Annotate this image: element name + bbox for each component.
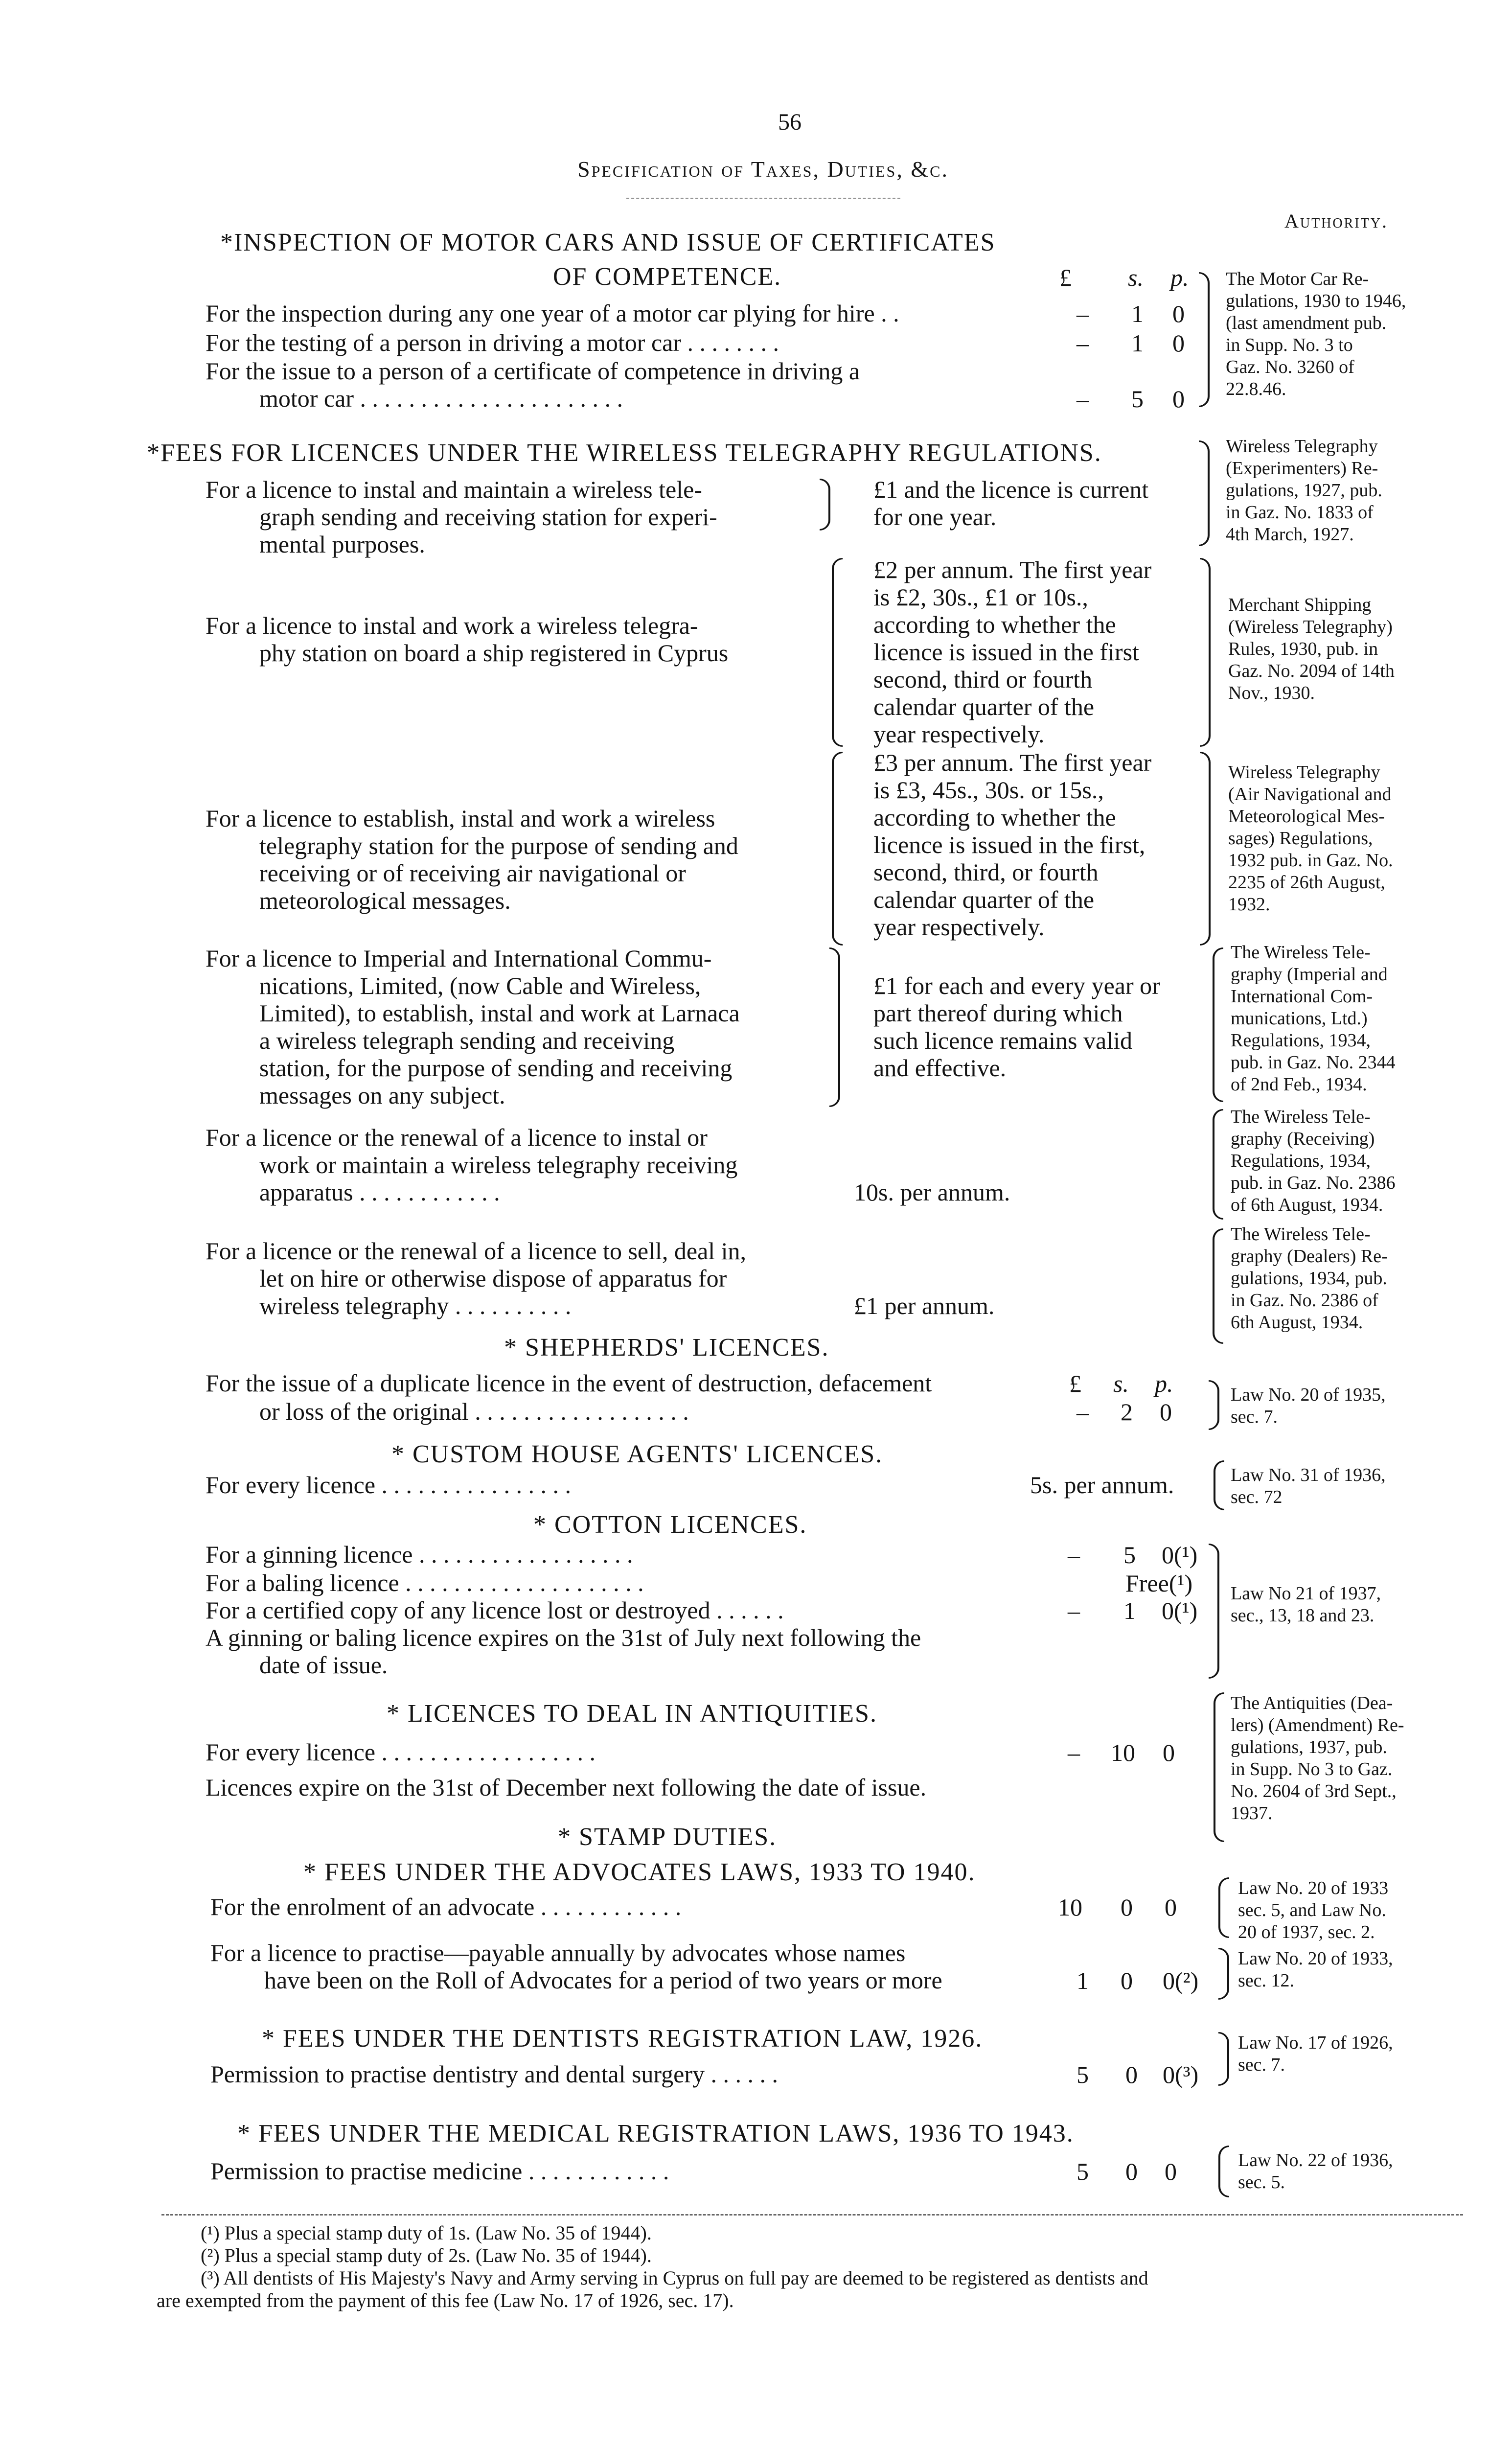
- motor-row-4-p: 0: [1172, 385, 1185, 413]
- motor-col-s: s.: [1128, 264, 1144, 291]
- cotton-row-3-s: 1: [1123, 1597, 1136, 1624]
- advocates-row-1-authority: Law No. 20 of 1933 sec. 5, and Law No. 20 of 1937, sec. 2.: [1238, 1878, 1389, 1942]
- cotton-row-1-l: –: [1068, 1541, 1080, 1569]
- wireless-item-2-fee-brace: [1200, 558, 1211, 747]
- cotton-heading: * COTTON LICENCES.: [533, 1511, 807, 1539]
- wireless-item-4-desc: For a licence to Imperial and International Commu- nications, Limited, (now Cable and Wireless, Limited), to establish, instal and work at Larnaca a wireless telegraph sending and receiving station, for the purpose of sending and receiving messages on any subject.: [206, 945, 740, 1109]
- wireless-item-3-authority: Wireless Telegraphy (Air Navigational and Meteorological Mes- sages) Regulations, 1932 pub. in Gaz. No. 2235 of 26th August, 1932.: [1228, 762, 1393, 915]
- shepherds-p: 0: [1160, 1398, 1172, 1426]
- wireless-item-4-fee: £1 for each and every year or part thereof during which such licence remains valid and effective.: [873, 972, 1160, 1082]
- motor-row-1-s: 1: [1131, 300, 1144, 327]
- medical-brace: [1218, 2146, 1229, 2197]
- cotton-row-3-p: 0(¹): [1162, 1597, 1198, 1624]
- cotton-brace: [1209, 1544, 1219, 1679]
- motor-brace: [1199, 272, 1210, 407]
- dentists-authority: Law No. 17 of 1926, sec. 7.: [1238, 2032, 1393, 2075]
- dentists-text: Permission to practise dentistry and dental surgery . . . . . .: [210, 2060, 778, 2088]
- wireless-item-2-authority: Merchant Shipping (Wireless Telegraphy) Rules, 1930, pub. in Gaz. No. 2094 of 14th Nov., 1930.: [1228, 595, 1395, 703]
- shepherds-col-s: s.: [1113, 1370, 1129, 1397]
- shepherds-l: –: [1077, 1398, 1089, 1426]
- antiquities-text: For every licence . . . . . . . . . . . . . . . . . .: [206, 1738, 596, 1766]
- wireless-item-6-authority: The Wireless Tele- graphy (Dealers) Re- gulations, 1934, pub. in Gaz. No. 2386 of 6th August, 1934.: [1231, 1224, 1388, 1333]
- antiquities-l: –: [1068, 1739, 1080, 1766]
- antiquities-authority: The Antiquities (Dea- lers) (Amendment) Re- gulations, 1937, pub. in Supp. No 3 to Gaz. No. 2604 of 3rd Sept., 1937.: [1231, 1693, 1404, 1824]
- advocates-row-2-p: 0(²): [1163, 1967, 1199, 1994]
- wireless-item-5-fee: 10s. per annum.: [854, 1178, 1010, 1206]
- dentists-p: 0(³): [1163, 2061, 1199, 2088]
- shepherds-line-1: For the issue of a duplicate licence in the event of destruction, defacement: [206, 1369, 932, 1397]
- motor-col-p: p.: [1170, 264, 1189, 291]
- motor-row-4: motor car . . . . . . . . . . . . . . . . . . . . . .: [259, 385, 623, 412]
- wireless-item-2-desc: For a licence to instal and work a wireless telegra- phy station on board a ship registered in Cyprus: [206, 612, 729, 667]
- wireless-item-4-auth-brace: [1213, 947, 1223, 1102]
- wireless-item-3-fee: £3 per annum. The first year is £3, 45s., 30s. or 15s., according to whether the licence is issued in the first, second, third, or fourth calendar quarter of the year respectively.: [873, 749, 1152, 941]
- footnote-rule: [161, 2214, 1463, 2216]
- shepherds-line-2: or loss of the original . . . . . . . . . . . . . . . . . .: [259, 1398, 689, 1425]
- motor-row-2: For the testing of a person in driving a motor car . . . . . . . .: [206, 329, 779, 356]
- antiquities-note: Licences expire on the 31st of December next following the date of issue.: [206, 1774, 927, 1801]
- wireless-item-3-brace: [832, 752, 843, 946]
- dentists-heading: * FEES UNDER THE DENTISTS REGISTRATION LAW, 1926.: [262, 2025, 983, 2053]
- wireless-item-3-desc: For a licence to establish, instal and work a wireless telegraphy station for the purpose of sending and receiving or of receiving air navigational or meteorological messages.: [206, 805, 738, 914]
- motor-col-l: £: [1059, 264, 1072, 291]
- motor-row-4-l: –: [1077, 385, 1089, 413]
- motor-row-4-s: 5: [1131, 385, 1144, 413]
- advocates-heading: * FEES UNDER THE ADVOCATES LAWS, 1933 TO 1940.: [303, 1858, 976, 1886]
- motor-row-2-l: –: [1077, 329, 1089, 357]
- advocates-row-1: For the enrolment of an advocate . . . . . . . . . . . .: [210, 1893, 682, 1920]
- dentists-brace: [1218, 2032, 1229, 2086]
- wireless-item-6-desc: For a licence or the renewal of a licence to sell, deal in, let on hire or otherwise dispose of apparatus for wireless telegraphy . . . . . . . . . .: [206, 1237, 747, 1319]
- advocates-row-2-s: 0: [1121, 1967, 1133, 1994]
- cotton-row-3: For a certified copy of any licence lost or destroyed . . . . . .: [206, 1596, 784, 1624]
- running-head: Specification of Taxes, Duties, &c.: [577, 157, 949, 182]
- antiquities-brace: [1214, 1692, 1224, 1842]
- cotton-row-2: For a baling licence . . . . . . . . . . . . . . . . . . . .: [206, 1569, 644, 1596]
- advocates-row-1-s: 0: [1121, 1893, 1133, 1921]
- wireless-item-5-desc: For a licence or the renewal of a licence to instal or work or maintain a wireless telegraphy receiving apparatus . . . . . . . . . . . .: [206, 1124, 738, 1206]
- cotton-row-2-s: Free(¹): [1125, 1570, 1193, 1597]
- footnote-2: (²) Plus a special stamp duty of 2s. (Law No. 35 of 1944).: [201, 2244, 652, 2266]
- cotton-row-1-s: 5: [1123, 1541, 1136, 1569]
- medical-authority: Law No. 22 of 1936, sec. 5.: [1238, 2150, 1393, 2193]
- wireless-item-4-authority: The Wireless Tele- graphy (Imperial and International Com- munications, Ltd.) Regulations, 1934, pub. in Gaz. No. 2344 of 2nd Feb., 1934.: [1231, 942, 1396, 1095]
- cotton-note: A ginning or baling licence expires on the 31st of July next following the date of issue.: [206, 1624, 921, 1679]
- wireless-item-3-fee-brace: [1200, 752, 1211, 946]
- antiquities-p: 0: [1163, 1739, 1175, 1766]
- advocates-row-1-l: 10: [1058, 1893, 1082, 1921]
- wireless-item-1-authority: Wireless Telegraphy (Experimenters) Re- gulations, 1927, pub. in Gaz. No. 1833 of 4th March, 1927.: [1226, 436, 1382, 545]
- shepherds-col-p: p.: [1155, 1370, 1173, 1397]
- wireless-heading: *FEES FOR LICENCES UNDER THE WIRELESS TELEGRAPHY REGULATIONS.: [147, 439, 1102, 467]
- shepherds-authority: Law No. 20 of 1935, sec. 7.: [1231, 1385, 1386, 1427]
- shepherds-heading: * SHEPHERDS' LICENCES.: [504, 1334, 829, 1362]
- motor-row-1-l: –: [1077, 300, 1089, 327]
- footnote-1: (¹) Plus a special stamp duty of 1s. (Law No. 35 of 1944).: [201, 2222, 652, 2244]
- footnote-3: (³) All dentists of His Majesty's Navy and Army serving in Cyprus on full pay are deemed to be registered as dentists and: [201, 2267, 1148, 2289]
- cotton-authority: Law No 21 of 1937, sec., 13, 18 and 23.: [1231, 1583, 1381, 1626]
- custom-fee: 5s. per annum.: [1030, 1471, 1174, 1499]
- stamp-heading: * STAMP DUTIES.: [558, 1823, 777, 1851]
- motor-row-3: For the issue to a person of a certificate of competence in driving a: [206, 357, 860, 385]
- advocates-row-2-brace: [1218, 1948, 1229, 2000]
- custom-text: For every licence . . . . . . . . . . . . . . . .: [206, 1471, 572, 1499]
- motor-row-2-s: 1: [1131, 329, 1144, 357]
- wireless-item-1-desc: For a licence to instal and maintain a wireless tele- graph sending and receiving station for experi- mental purposes.: [206, 476, 717, 558]
- antiquities-s: 10: [1111, 1739, 1135, 1766]
- motor-heading-2: OF COMPETENCE.: [553, 263, 782, 291]
- medical-l: 5: [1077, 2158, 1089, 2185]
- shepherds-col-l: £: [1069, 1370, 1081, 1397]
- dentists-l: 5: [1077, 2061, 1089, 2088]
- advocates-row-2: For a licence to practise—payable annually by advocates whose names have been on the Roll of Advocates for a period of two years or more: [210, 1939, 942, 1994]
- medical-text: Permission to practise medicine . . . . . . . . . . . .: [210, 2157, 669, 2185]
- cotton-row-3-l: –: [1068, 1597, 1080, 1624]
- page-number: 56: [778, 109, 802, 135]
- medical-heading: * FEES UNDER THE MEDICAL REGISTRATION LAWS, 1936 TO 1943.: [237, 2120, 1074, 2147]
- custom-brace: [1214, 1460, 1224, 1510]
- footnote-4: are exempted from the payment of this fee (Law No. 17 of 1926, sec. 17).: [157, 2289, 734, 2311]
- custom-heading: * CUSTOM HOUSE AGENTS' LICENCES.: [391, 1440, 883, 1468]
- custom-authority: Law No. 31 of 1936, sec. 72: [1231, 1465, 1386, 1507]
- advocates-row-1-p: 0: [1165, 1893, 1177, 1921]
- motor-row-1: For the inspection during any one year of a motor car plying for hire . .: [206, 300, 899, 327]
- authority-heading: Authority.: [1284, 210, 1388, 232]
- wireless-item-5-authority: The Wireless Tele- graphy (Receiving) Regulations, 1934, pub. in Gaz. No. 2386 of 6th August, 1934.: [1231, 1107, 1396, 1215]
- motor-row-1-p: 0: [1172, 300, 1185, 327]
- motor-heading-1: *INSPECTION OF MOTOR CARS AND ISSUE OF CERTIFICATES: [220, 229, 996, 256]
- wireless-item-2-fee: £2 per annum. The first year is £2, 30s., £1 or 10s., according to whether the licence is issued in the first second, third or fourth calendar quarter of the year respectively.: [873, 556, 1152, 748]
- wireless-item-6-auth-brace: [1213, 1228, 1223, 1344]
- advocates-row-2-l: 1: [1077, 1967, 1089, 1994]
- medical-s: 0: [1125, 2158, 1138, 2185]
- wireless-item-1-fee: £1 and the licence is current for one year.: [873, 476, 1149, 531]
- motor-row-2-p: 0: [1172, 329, 1185, 357]
- header-rule: [626, 198, 900, 199]
- dentists-s: 0: [1125, 2061, 1138, 2088]
- cotton-row-1-p: 0(¹): [1162, 1541, 1198, 1569]
- wireless-item-4-brace: [829, 947, 840, 1107]
- wireless-item-1-brace: [820, 479, 830, 531]
- medical-p: 0: [1165, 2158, 1177, 2185]
- advocates-row-2-authority: Law No. 20 of 1933, sec. 12.: [1238, 1948, 1393, 1991]
- wireless-item-5-auth-brace: [1213, 1109, 1223, 1220]
- wireless-item-1-auth-brace: [1199, 440, 1210, 546]
- motor-authority: The Motor Car Re- gulations, 1930 to 1946, (last amendment pub. in Supp. No. 3 to Gaz. No. 3260 of 22.8.46.: [1226, 269, 1406, 399]
- shepherds-s: 2: [1121, 1398, 1133, 1426]
- wireless-item-2-brace: [832, 558, 843, 747]
- advocates-row-1-brace: [1218, 1877, 1229, 1938]
- shepherds-brace: [1209, 1380, 1219, 1430]
- wireless-item-6-fee: £1 per annum.: [854, 1292, 995, 1319]
- cotton-row-1: For a ginning licence . . . . . . . . . . . . . . . . . .: [206, 1541, 633, 1568]
- antiquities-heading: * LICENCES TO DEAL IN ANTIQUITIES.: [387, 1700, 877, 1728]
